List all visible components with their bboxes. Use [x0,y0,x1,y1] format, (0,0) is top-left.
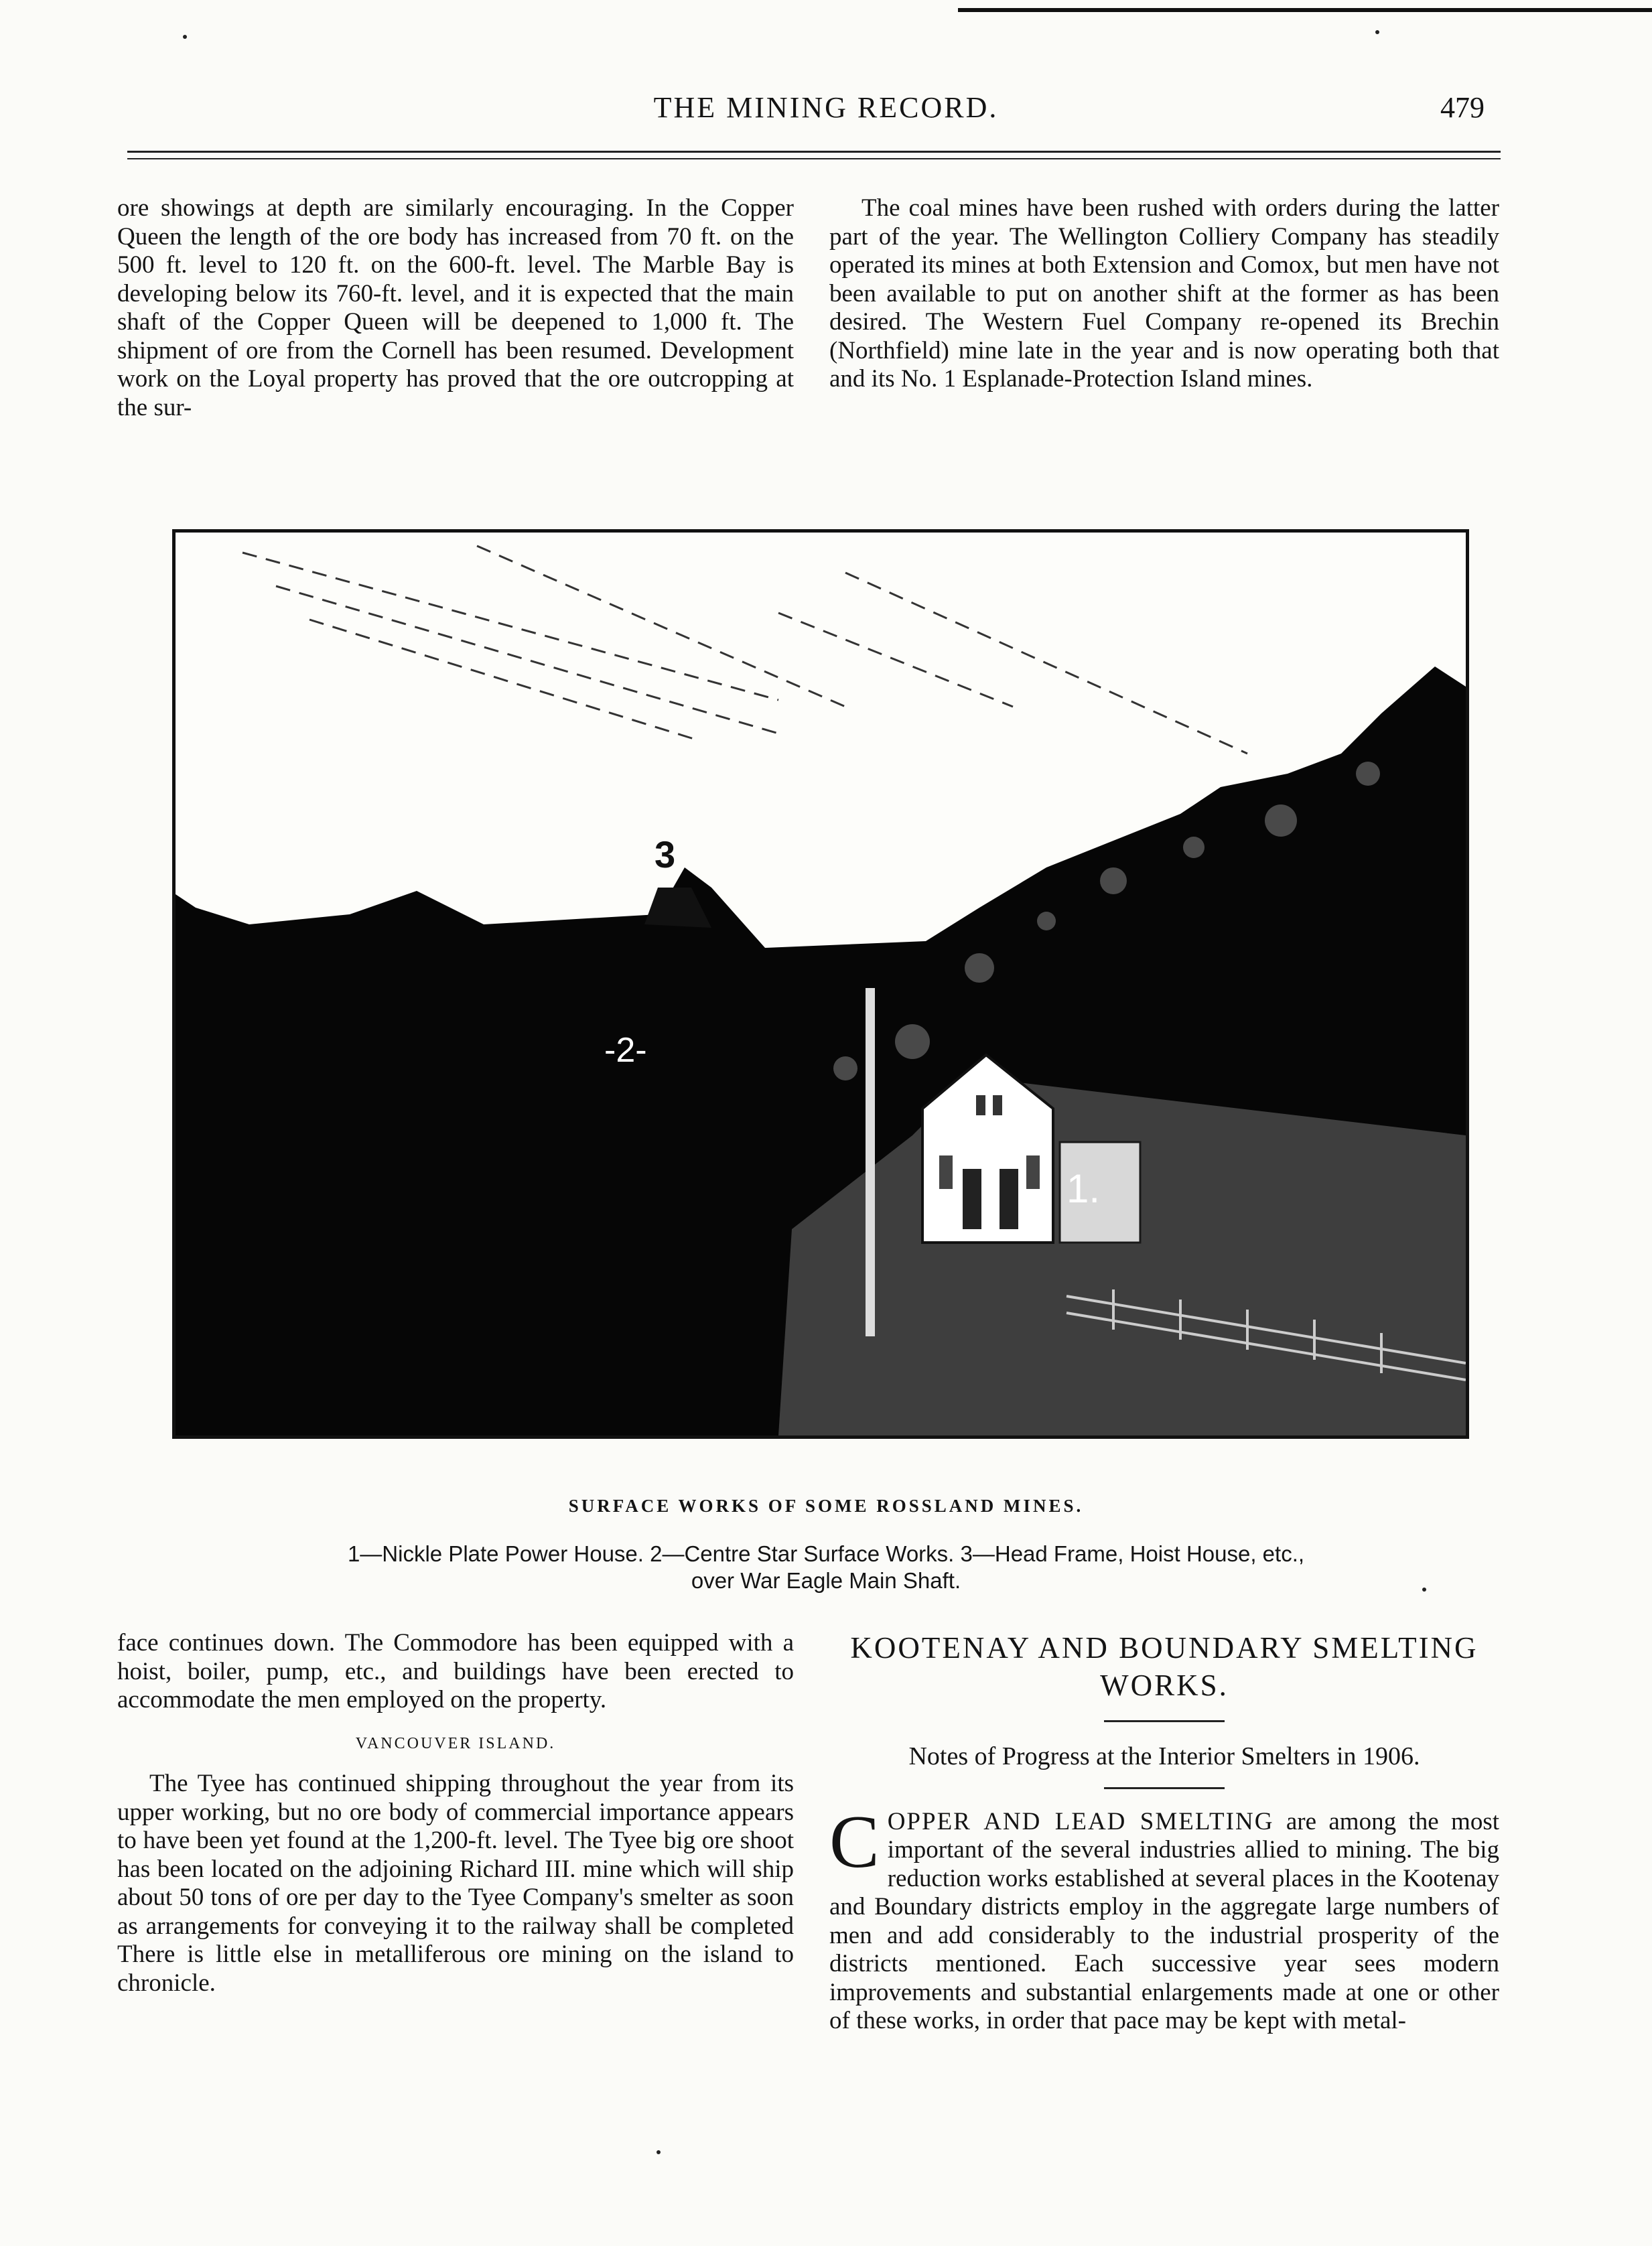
figure-legend [201,1541,1451,1594]
section-subhead: VANCOUVER ISLAND. [355,1734,556,1752]
article-body [829,1800,1500,2036]
photo-illustration [176,533,1466,1435]
article-subtitle: Notes of Progress at the Interior Smelters in 1906. [908,1742,1420,1770]
scan-speck [1375,30,1379,34]
utility-pole [866,988,875,1336]
article-title: KOOTENAY AND BOUNDARY SMELTING WORKS. [850,1631,1478,1702]
left-column-bottom [117,1629,794,1997]
scan-speck [183,35,187,39]
legend-line: over War Eagle Main Shaft. [691,1568,961,1593]
right-column-bottom [829,1629,1499,2036]
paragraph: The coal mines have been rushed with orders during the latter part of the year. The Wellington Colliery Company has steadily operated its mines at both Extension and Comox, but men have not been available to put on another shift at the former as has been desired. The Western Fuel Company re-opened its Brechin (Northfield) mine late in the year and is now operating both that and its No. 1 Esplanade-Protection Island mines. [829,194,1499,393]
page-number: 479 [1440,91,1485,124]
subtitle-rule [1104,1787,1225,1789]
lead-in: OPPER AND LEAD SMELTING [887,1807,1274,1835]
header-rule-2 [127,158,1501,159]
scan-speck [657,2150,661,2154]
scan-speck [1422,1588,1426,1592]
drop-cap: C [829,1800,880,1884]
label-three: 3 [655,833,676,875]
title-rule [1104,1720,1225,1722]
rossland-mines-photograph [172,529,1469,1439]
label-one: 1. [1066,1166,1101,1211]
figure-caption: SURFACE WORKS OF SOME ROSSLAND MINES. [568,1496,1084,1516]
paragraph: face continues down. The Commodore has been equipped with a hoist, boiler, pump, etc., and buildings have been erected to accommodate the men employed on the property. [117,1629,794,1713]
top-edge-rule [958,8,1652,12]
right-column-top [829,194,1499,394]
left-column-top [117,194,794,422]
paragraph: ore showings at depth are similarly encouraging. In the Copper Queen the length of the ore body has increased from 70 ft. on the 500 ft. level to 120 ft. on the 600-ft. level. The Marble Bay is developing below its 760-ft. level, and it is expected that the main shaft of the Copper Queen will be deepened to 1,000 ft. The shipment of ore from the Cornell has been resumed. Development work on the Loyal property has proved that the ore outcropping at the sur- [117,194,794,421]
label-two: -2- [604,1031,647,1070]
legend-line: 1—Nickle Plate Power House. 2—Centre Star Surface Works. 3—Head Frame, Hoist House, etc., [347,1541,1305,1566]
running-head: THE MINING RECORD. [653,91,999,124]
body-text: are among the most important of the several industries allied to mining. The big reduction works established at several places in the Kootenay and Boundary districts employ in the aggregate large numbers of men and add considerably to the industrial prosperity of the districts mentioned. Each successive year sees modern improvements and substantial enlargements made at one or other of these works, in order that pace may be kept with metal- [829,1807,1500,2034]
header-rule [127,151,1501,153]
paragraph: The Tyee has continued shipping throughout the year from its upper working, but no ore body of commercial importance appears to have been yet found at the 1,200-ft. level. The Tyee big ore shoot has been located on the adjoining Richard III. mine which will ship about 50 tons of ore per day to the Tyee Company's smelter as soon as arrangements for conveying it to the railway shall be completed There is little else in metalliferous ore mining on the island to chronicle. [117,1770,794,1997]
